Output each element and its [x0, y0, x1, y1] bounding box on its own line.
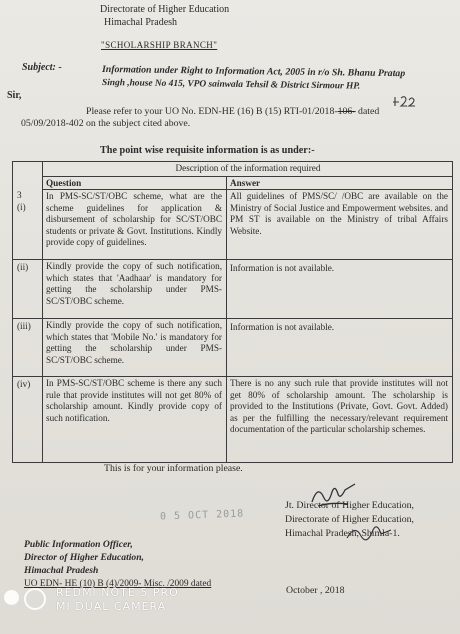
header-state: Himachal Pradesh [104, 17, 178, 28]
info-heading: The point wise requisite information is as under:- [100, 145, 315, 156]
question-text: Kindly provide the copy of such notification, which states that 'Aadhaar' is mandatory for getting the scholarship under PMS-SC/ST/OBC scheme. [46, 261, 222, 306]
column-header-answer: Answer [230, 178, 261, 188]
answer-text: Information is not available. [230, 263, 335, 273]
table-rule [12, 259, 453, 260]
body-line-1 [86, 106, 379, 117]
salutation: Sir, [7, 90, 22, 101]
answer-text: There is no any such rule that provide institutes will not get 80% of scholarship amount. The scholarship is provided to the Institutions (Private, Govt. Govt. Added) as per the fulfilling the necessary/relevant requirement documentation of the particular scholarship schemes. [230, 378, 448, 435]
row-sub-number: (iii) [17, 321, 31, 331]
pio-line-3: Himachal Pradesh [24, 565, 99, 576]
row-sub-number: (i) [17, 202, 26, 212]
body-line-1-end: dated [358, 106, 380, 117]
table-rule [12, 318, 453, 319]
table-rule [42, 161, 43, 463]
row-sub-number: (iv) [17, 379, 31, 389]
subject-line-2: Singh ,house No 415, VPO sainwala Tehsil & District Sirmour HP. [101, 78, 361, 92]
pio-line-1: Public Information Officer, [24, 539, 133, 550]
subject-line-1: Information under Right to Information Act, 2005 in r/o Sh. Bhanu Pratap [101, 64, 406, 80]
watermark-ring-icon [24, 588, 46, 610]
signatory-line-3: Himachal Pradesh, Shimla-1. [285, 528, 400, 539]
answer-text: All guidelines of PMS/SC/ /OBC are available on the Ministry of Social Justice and Empowerment websites. and PM ST is available on the Ministry of tribal Affairs Website. [230, 191, 448, 236]
date-stamp: 0 5 OCT 2018 [159, 508, 245, 523]
watermark-dot-icon [4, 590, 19, 605]
question-text: In PMS-SC/ST/OBC scheme is there any such rule that provide institutes will not get 80% of scholarship amount. Kindly provide copy of such notification. [46, 378, 222, 423]
watermark-line-1: REDMI NOTE 5 PRO [56, 586, 179, 599]
pio-line-2: Director of Higher Education, [24, 552, 144, 563]
row-sub-number: (ii) [17, 262, 29, 272]
body-line-1-text: Please refer to your UO No. EDN-HE (16) B (15) RTI-01/2018- [86, 106, 338, 117]
table-rule [452, 161, 453, 463]
uo-reference: UO EDN- HE (10) B (4)/2009- Misc. /2009 dated [24, 579, 212, 589]
footer-date: October , 2018 [286, 585, 345, 596]
body-line-2: 05/09/2018-402 on the subject cited above. [21, 118, 191, 129]
subject-label: Subject: - [22, 62, 62, 73]
information-table [12, 161, 453, 463]
signatory-line-2: Directorate of Higher Education, [285, 514, 414, 525]
camera-watermark [0, 584, 200, 630]
table-rule [12, 161, 453, 162]
signatory-line-1: Jt. Director of Higher Education, [285, 500, 414, 511]
closing-line: This is for your information please. [104, 463, 243, 474]
column-header-question: Question [46, 178, 82, 188]
question-text: In PMS-SC/ST/OBC scheme, what are the scheme guidelines for application & disbursement of scholarship for SC/ST/OBC students or private & Govt. Institutions. Kindly provide copy of guidelines. [46, 191, 222, 248]
header-directorate: Directorate of Higher Education [100, 4, 230, 15]
row-number: 3 [17, 190, 22, 200]
struck-number: 106- [337, 106, 356, 117]
header-branch: "SCHOLARSHIP BRANCH" [101, 40, 218, 50]
table-rule [226, 176, 227, 463]
initials-mark [345, 520, 395, 546]
table-rule [12, 376, 453, 377]
answer-text: Information is not available. [230, 322, 335, 332]
question-text: Kindly provide the copy of such notification, which states that 'Mobile No.' is mandatory for getting the scholarship under PMS-SC/ST/OBC scheme. [46, 320, 222, 365]
table-rule [12, 161, 13, 463]
handwritten-number [392, 94, 416, 110]
watermark-line-2: MI DUAL CAMERA [56, 600, 167, 613]
table-header-description: Description of the information required [175, 163, 321, 173]
table-rule [42, 176, 453, 177]
